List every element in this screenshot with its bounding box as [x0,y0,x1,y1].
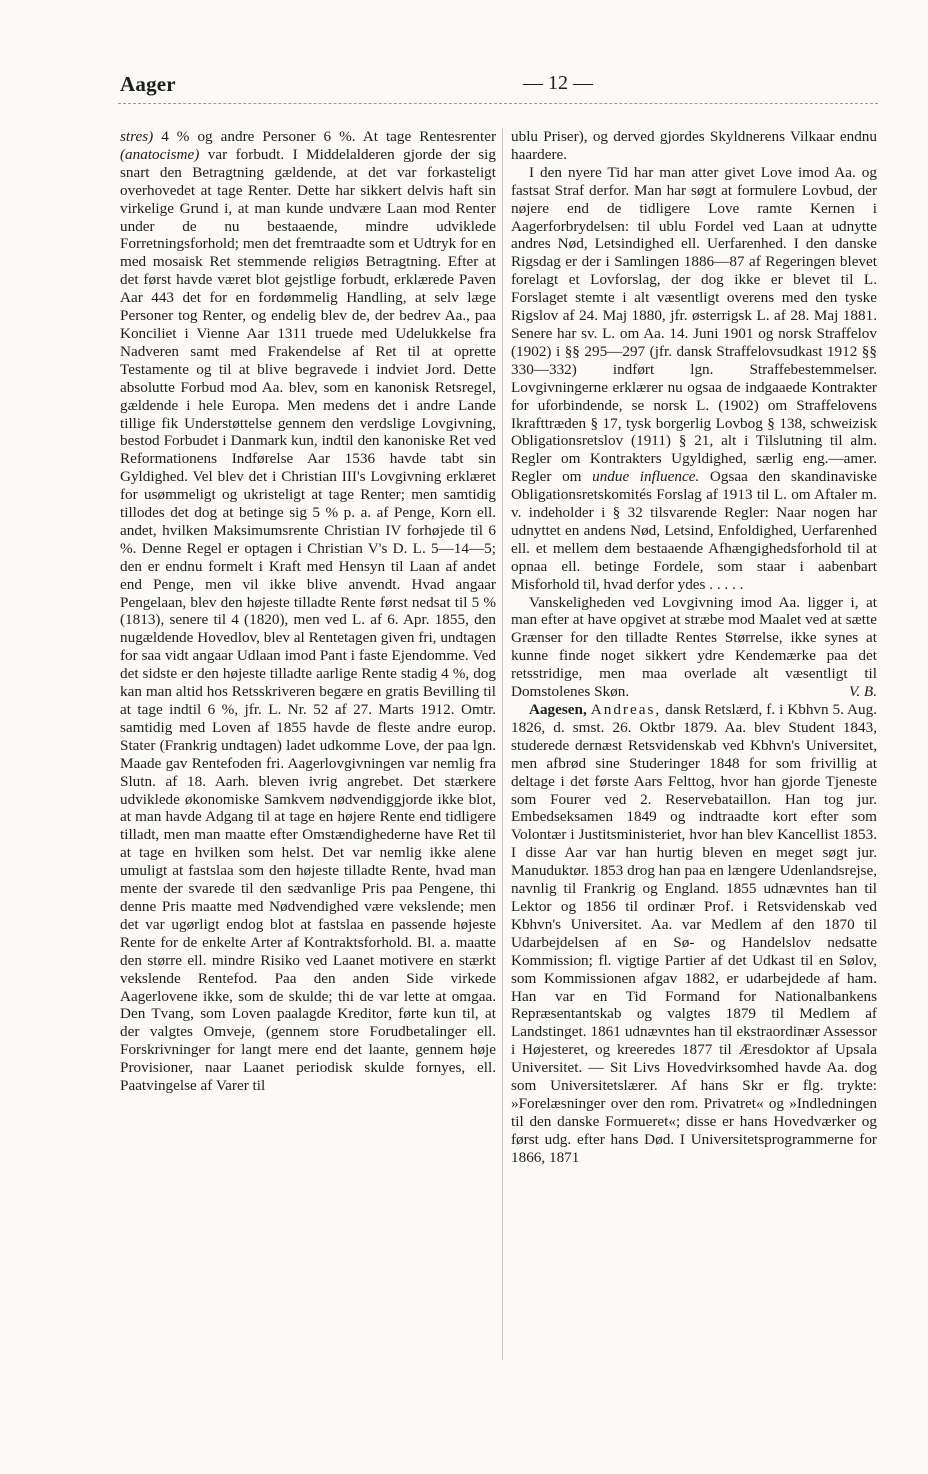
text-run: var forbudt. I Middelalderen gjorde der sig snart den Betragtning gældende, at det var forkasteligt overhovedet at tage Renter. Dette har sikkert delvis haft sin virkelige Grund i, at man kunde undvære Laan mod Renter under de nu bestaaende, mindre udviklede Forretningsforhold; men det fremtraadte som et Udtryk for en med mosaisk Ret stemmende religiøs Betragtning. Efter at det først havde været blot gejstlige forbudt, erklærede Paven Aar 443 det for en fordømmelig Handling, at selv læge Personer tog Renter, og endelig blev de, der bedrev Aa., paa Konciliet i Vienne Aar 1311 truede med Udelukkelse fra Nadveren samt med Frakendelse af Ret til at oprette Testamente og til at blive begravede i indviet Jord. Dette absolutte Forbud mod Aa. blev, som en kanonisk Retsregel, gældende i hele Europa. Men medens det i andre Lande tillige fik Understøttelse gennem den verdslige Lovgivning, bestod Forbudet i Danmark kun, indtil den kanoniske Ret ved Reformationens Indførelse Aar 1536 havde tabt sin Gyldighed. Vel blev det i Christian III's Lovgivning erklæret for usømmeligt og ukristeligt at tage Renter; men samtidig tillodes det dog at betinge sig 5 % p. a. af Penge, Korn ell. andet, hvilken Maksimumsrente Christian IV forhøjede til 6 %. Denne Regel er optagen i Christian V's D. L. 5—14—5; den er endnu formelt i Kraft med Hensyn til Laan af andet end Penge, men vil ikke blive anvendt. Hvad angaar Pengelaan, blev den højeste tilladte Rente først nedsat til 5 % (1813), senere til 4 (1820), men ved L. af 6. Apr. 1855, den nugældende Hovedlov, blev al Rentetagen given fri, undtagen for saa vidt angaar Udlaan imod Pant i faste Ejendomme. Ved det sidste er den højeste tilladte aarlige Rente stadig 4 %, dog kan man altid hos Retsskriveren begære en gratis Bevilling til at tage indtil 6 %, jfr. L. Nr. 52 af 27. Marts 1912. Omtr. samtidig med Loven af 1855 havde de fleste andre europ. Stater (Frankrig undtagen) ladet udkomme Love, der paa lgn. Maade gav Rentefoden fri. Aagerlovgivningen var nemlig fra Slutn. af 18. Aarh. bleven ivrig angrebet. Det stærkere udviklede økonomiske Samkvem nødvendiggjorde ikke blot, at man havde Adgang til at tage en højere Rente end tidligere tilladt, men man maatte efter Omstændighederne have Ret til at tage en hvilken som helst. Det var nemlig ikke alene umuligt at fastslaa som den højeste tilladte Rente, hvad man mente der svarede til den sædvanlige Pris paa Pengene, thi denne Pris maatte med Nødvendighed være vekslende; men det var ugørligt endog blot at fastslaa en passende højeste Rente for de enkelte Arter af Kontraktsforhold. Bl. a. maatte den større ell. mindre Risiko ved Laanet motivere en stærkt vekslende Rentefod. Paa den anden Side virkede Aagerlovene ikke, som de skulde; thi de var lette at omgaa. Den Tvang, som Loven paalagde Kreditor, førte kun til, at der valgtes Omveje, (gennem store Forudbetalinger ell. Forskrivninger for langt mere end det laante, gennem høje Provisioner, naar Laanet periodisk skulde fornyes, ell. Paatvingelse af Varer til [120,145,496,1095]
italic-term: undue influence. [592,468,700,486]
left-column [120,128,496,1095]
page-number: — 12 — [523,72,593,94]
text-run: Vanskeligheden ved Lovgivning imod Aa. ligger i, at man efter at have opgivet at stræbe mod Maalet ved at sætte Grænser for den tilladte Rentes Størrelse, ikke synes at kunne finde noget sikkert ydre Kendemærke paa det retsstridige, men maa overlade alt væsentligt til Domstolenes Skøn. [511,593,877,701]
text-run: I den nyere Tid har man atter givet Love imod Aa. og fastsat Straf derfor. Man har søgt at formulere Lovbud, der nøjere end de tidligere Love ramte Kernen i Aagerforbrydelsen: til ublu Fordel ved Laan at udnytte andres Nød, Letsindighed ell. Uerfarenhed. I den danske Rigsdag er der i Samlingen 1886—87 af Regeringen blevet forelagt et Lovforslag, der dog ikke er blevet til L. Forslaget stemte i alt væsentligt overens med den tyske Rigslov af 24. Maj 1880, jfr. østerrigsk L. af 28. Maj 1881. Senere har sv. L. om Aa. 14. Juni 1901 og norsk Straffelov (1902) i §§ 295—297 (jfr. dansk Straffelovsudkast 1912 §§ 330—332) indført lgn. Straffebestemmelser. Lovgivningerne erklærer nu ogsaa de indgaaede Kontrakter for uforbindende, se norsk L. (1902) om Straffelovens Ikrafttræden § 17, tysk borgerlig Lovbog § 138, schweizisk Obligationsretslov (1911) § 21, alt i Tilslutning til alm. Regler om Kontrakters Ugyldighed, særlig eng.—amer. Regler om [511,163,877,486]
author-signature: V. B. [849,683,877,701]
text-run: dansk Retslærd, f. i Kbhvn 5. Aug. 1826, d. smst. 26. Oktbr 1879. Aa. blev Student 1843, studerede dernæst Retsvidenskab ved Kbhvn's Universitet, men afbrød sine Studeringer 1848 for som frivillig at deltage i det første Aars Felttog, hvor han gjorde Tjeneste som Fourer ved 2. Reservebataillon. Han tog jur. Embedseksamen 1849 og indtraadte kort efter som Volontær i Justitsministeriet, hvor han blev Kancellist 1853. I disse Aar var han hurtig bleven en meget søgt jur. Manuduktør. 1853 drog han paa en længere Udenlandsrejse, navnlig til Frankrig og England. 1855 udnævntes han til Lektor og 1856 til ordinær Prof. i Retsvidenskab ved Kbhvn's Universitet. Aa. var Medlem af den 1870 til Udarbejdelsen af en Sø- og Handelslov nedsatte Kommission; fl. vigtige Partier af det Udkast til en Sølov, som Kommissionen afgav 1882, er udarbejdede af ham. Han var en Tid Formand for Nationalbankens Repræsentantskab og valgtes 1879 til Medlem af Landstinget. 1861 udnævntes han til ekstraordinær Assessor i Højesteret, og kreeredes 1877 til Æresdoktor af Upsala Universitet. — Sit Livs Hovedvirksomhed havde Aa. dog som Universitetslærer. Af hans Skr er flg. trykte: »Forelæsninger over den rom. Privatret« og »Indledningen til den danske Formueret«; disse er hans Hovedværker og først udg. efter hans Død. I Universitetsprogrammerne for 1866, 1871 [511,701,878,1166]
right-column [511,128,877,1167]
text-run: 4 % og andre Personer 6 %. At tage Rentesrenter [153,128,496,145]
paragraph [120,128,496,1095]
entry-forename: Andreas, [590,701,662,718]
paragraph: ublu Priser), og derved gjordes Skyldnerens Vilkaar endnu haardere. [511,128,877,163]
header-rule [118,103,878,104]
column-divider [502,128,503,1360]
entry-headword: Aagesen, [529,701,587,718]
paragraph [511,164,877,594]
page-header [118,72,876,102]
italic-term: (anatocisme) [120,145,200,163]
italic-text: stres) [120,128,154,145]
paragraph [511,594,877,701]
text-run: Ogsaa den skandinaviske Obligationsretskomités Forslag af 1913 til L. om Aftaler m. v. indeholder i § 32 tilsvarende Regler: Naar nogen har udnyttet en andens Nød, Letsind, Enfoldighed, Uerfarenhed ell. et mellem dem bestaaende Afhængighedsforhold til at opnaa ell. betinge Fordele, som staar i aabenbart Misforhold til, hvad derfor ydes . . . . . [511,468,878,593]
running-head: Aager [120,72,176,96]
entry-paragraph [511,701,877,1167]
